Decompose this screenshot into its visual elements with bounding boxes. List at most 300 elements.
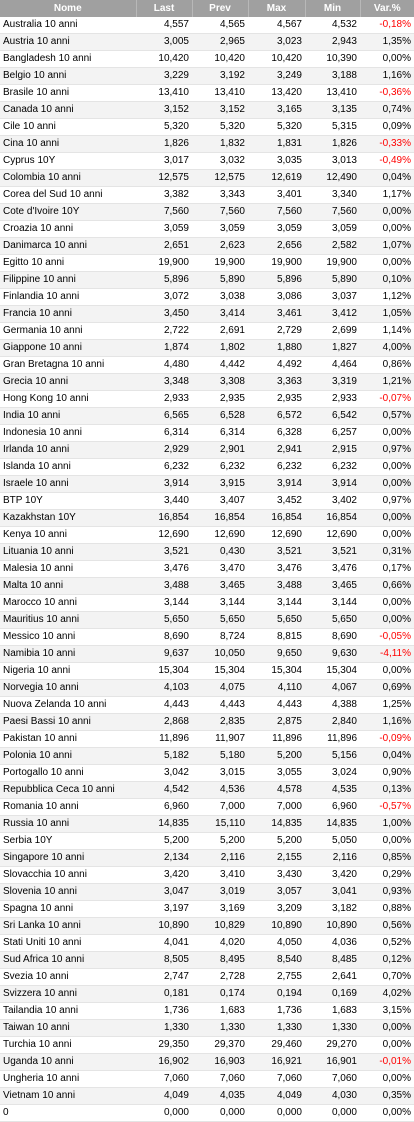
cell-var: -0,05%: [360, 629, 414, 646]
column-header-var[interactable]: Var.%: [360, 0, 414, 17]
cell-min: 2,641: [305, 969, 360, 986]
cell-var: 0,00%: [360, 476, 414, 493]
cell-min: 2,116: [305, 850, 360, 867]
cell-prev: 3,192: [192, 68, 248, 85]
table-row: [0, 374, 414, 391]
cell-prev: 5,200: [192, 833, 248, 850]
cell-var: -0,36%: [360, 85, 414, 102]
cell-min: 13,410: [305, 85, 360, 102]
table-row: [0, 680, 414, 697]
cell-max: 1,736: [248, 1003, 305, 1020]
cell-name: India 10 anni: [0, 408, 136, 425]
cell-min: 2,915: [305, 442, 360, 459]
cell-prev: 11,907: [192, 731, 248, 748]
cell-prev: 0,000: [192, 1105, 248, 1122]
cell-last: 3,476: [136, 561, 192, 578]
cell-name: Austria 10 anni: [0, 34, 136, 51]
cell-last: 3,420: [136, 867, 192, 884]
cell-name: Finlandia 10 anni: [0, 289, 136, 306]
cell-min: 4,030: [305, 1088, 360, 1105]
column-header-last[interactable]: Last: [136, 0, 192, 17]
cell-last: 3,072: [136, 289, 192, 306]
cell-prev: 3,915: [192, 476, 248, 493]
cell-name: Repubblica Ceca 10 anni: [0, 782, 136, 799]
cell-name: Irlanda 10 anni: [0, 442, 136, 459]
cell-name: Lituania 10 anni: [0, 544, 136, 561]
cell-last: 4,049: [136, 1088, 192, 1105]
table-row: [0, 425, 414, 442]
cell-min: 14,835: [305, 816, 360, 833]
cell-max: 4,050: [248, 935, 305, 952]
column-header-min[interactable]: Min: [305, 0, 360, 17]
cell-name: Gran Bretagna 10 anni: [0, 357, 136, 374]
cell-last: 0,181: [136, 986, 192, 1003]
cell-min: 1,826: [305, 136, 360, 153]
cell-max: 2,941: [248, 442, 305, 459]
cell-last: 9,637: [136, 646, 192, 663]
cell-max: 1,831: [248, 136, 305, 153]
table-row: [0, 629, 414, 646]
cell-var: 0,74%: [360, 102, 414, 119]
cell-prev: 1,802: [192, 340, 248, 357]
cell-last: 10,890: [136, 918, 192, 935]
table-row: [0, 986, 414, 1003]
cell-max: 12,619: [248, 170, 305, 187]
table-row: [0, 1054, 414, 1071]
cell-prev: 0,430: [192, 544, 248, 561]
cell-last: 7,560: [136, 204, 192, 221]
cell-max: 2,875: [248, 714, 305, 731]
cell-min: 3,037: [305, 289, 360, 306]
cell-last: 3,488: [136, 578, 192, 595]
cell-prev: 12,575: [192, 170, 248, 187]
cell-min: 12,690: [305, 527, 360, 544]
cell-var: 0,31%: [360, 544, 414, 561]
cell-var: 0,29%: [360, 867, 414, 884]
cell-name: Svezia 10 anni: [0, 969, 136, 986]
cell-min: 7,060: [305, 1071, 360, 1088]
table-row: [0, 391, 414, 408]
column-header-max[interactable]: Max: [248, 0, 305, 17]
table-row: [0, 782, 414, 799]
cell-var: 0,69%: [360, 680, 414, 697]
cell-prev: 4,442: [192, 357, 248, 374]
cell-last: 8,505: [136, 952, 192, 969]
table-row: [0, 561, 414, 578]
cell-var: 0,09%: [360, 119, 414, 136]
cell-max: 12,690: [248, 527, 305, 544]
cell-max: 5,200: [248, 748, 305, 765]
cell-prev: 7,000: [192, 799, 248, 816]
cell-last: 4,557: [136, 17, 192, 34]
cell-max: 11,896: [248, 731, 305, 748]
table-row: [0, 901, 414, 918]
cell-max: 7,000: [248, 799, 305, 816]
column-header-name[interactable]: Nome: [0, 0, 136, 17]
table-row: [0, 510, 414, 527]
cell-last: 3,005: [136, 34, 192, 51]
cell-prev: 4,035: [192, 1088, 248, 1105]
cell-name: Bangladesh 10 anni: [0, 51, 136, 68]
cell-last: 7,060: [136, 1071, 192, 1088]
cell-var: 3,15%: [360, 1003, 414, 1020]
cell-name: Filippine 10 anni: [0, 272, 136, 289]
cell-max: 6,232: [248, 459, 305, 476]
cell-last: 1,330: [136, 1020, 192, 1037]
cell-min: 6,542: [305, 408, 360, 425]
cell-var: 0,00%: [360, 1071, 414, 1088]
cell-prev: 0,174: [192, 986, 248, 1003]
cell-name: Nigeria 10 anni: [0, 663, 136, 680]
table-row: [0, 238, 414, 255]
cell-prev: 2,965: [192, 34, 248, 51]
cell-last: 3,521: [136, 544, 192, 561]
table-row: [0, 884, 414, 901]
cell-name: Malesia 10 anni: [0, 561, 136, 578]
table-row: [0, 476, 414, 493]
cell-prev: 4,536: [192, 782, 248, 799]
cell-last: 3,440: [136, 493, 192, 510]
cell-max: 7,560: [248, 204, 305, 221]
cell-min: 0,000: [305, 1105, 360, 1122]
cell-var: 0,13%: [360, 782, 414, 799]
cell-last: 2,868: [136, 714, 192, 731]
cell-max: 4,443: [248, 697, 305, 714]
cell-prev: 5,320: [192, 119, 248, 136]
cell-prev: 2,935: [192, 391, 248, 408]
cell-var: 0,00%: [360, 833, 414, 850]
cell-min: 10,890: [305, 918, 360, 935]
table-row: [0, 612, 414, 629]
cell-last: 3,229: [136, 68, 192, 85]
cell-last: 5,650: [136, 612, 192, 629]
cell-name: Nuova Zelanda 10 anni: [0, 697, 136, 714]
cell-min: 5,050: [305, 833, 360, 850]
cell-prev: 19,900: [192, 255, 248, 272]
cell-last: 2,933: [136, 391, 192, 408]
table-header: [0, 0, 414, 17]
cell-prev: 3,470: [192, 561, 248, 578]
cell-last: 2,722: [136, 323, 192, 340]
cell-prev: 3,407: [192, 493, 248, 510]
cell-max: 3,461: [248, 306, 305, 323]
cell-last: 3,144: [136, 595, 192, 612]
cell-max: 4,578: [248, 782, 305, 799]
table-row: [0, 306, 414, 323]
cell-min: 3,402: [305, 493, 360, 510]
cell-max: 9,650: [248, 646, 305, 663]
cell-prev: 8,724: [192, 629, 248, 646]
cell-min: 7,560: [305, 204, 360, 221]
cell-var: -4,11%: [360, 646, 414, 663]
table-row: [0, 850, 414, 867]
cell-last: 3,348: [136, 374, 192, 391]
cell-var: 0,00%: [360, 255, 414, 272]
cell-var: 1,25%: [360, 697, 414, 714]
cell-max: 19,900: [248, 255, 305, 272]
cell-max: 3,035: [248, 153, 305, 170]
cell-max: 4,049: [248, 1088, 305, 1105]
cell-max: 3,057: [248, 884, 305, 901]
table-row: [0, 1105, 414, 1122]
cell-var: 1,21%: [360, 374, 414, 391]
cell-max: 15,304: [248, 663, 305, 680]
cell-min: 9,630: [305, 646, 360, 663]
cell-min: 3,135: [305, 102, 360, 119]
table-row: [0, 255, 414, 272]
cell-var: -0,07%: [360, 391, 414, 408]
cell-var: 0,00%: [360, 612, 414, 629]
cell-min: 10,390: [305, 51, 360, 68]
cell-name: Polonia 10 anni: [0, 748, 136, 765]
table-row: [0, 1088, 414, 1105]
cell-max: 3,023: [248, 34, 305, 51]
table-row: [0, 459, 414, 476]
cell-min: 5,650: [305, 612, 360, 629]
cell-last: 1,826: [136, 136, 192, 153]
cell-min: 3,182: [305, 901, 360, 918]
cell-name: Ungheria 10 anni: [0, 1071, 136, 1088]
table-row: [0, 51, 414, 68]
table-row: [0, 1037, 414, 1054]
cell-last: 5,896: [136, 272, 192, 289]
cell-prev: 3,308: [192, 374, 248, 391]
cell-max: 3,430: [248, 867, 305, 884]
cell-min: 3,465: [305, 578, 360, 595]
cell-name: Serbia 10Y: [0, 833, 136, 850]
cell-name: Slovacchia 10 anni: [0, 867, 136, 884]
cell-max: 5,896: [248, 272, 305, 289]
cell-prev: 4,565: [192, 17, 248, 34]
cell-max: 3,165: [248, 102, 305, 119]
table-row: [0, 646, 414, 663]
cell-prev: 1,683: [192, 1003, 248, 1020]
cell-var: 1,12%: [360, 289, 414, 306]
table-row: [0, 935, 414, 952]
cell-min: 8,690: [305, 629, 360, 646]
cell-var: 0,00%: [360, 459, 414, 476]
cell-name: Slovenia 10 anni: [0, 884, 136, 901]
cell-name: Stati Uniti 10 anni: [0, 935, 136, 952]
cell-prev: 6,528: [192, 408, 248, 425]
table-row: [0, 289, 414, 306]
cell-name: Messico 10 anni: [0, 629, 136, 646]
cell-max: 5,200: [248, 833, 305, 850]
cell-name: Tailandia 10 anni: [0, 1003, 136, 1020]
cell-last: 6,960: [136, 799, 192, 816]
cell-last: 5,200: [136, 833, 192, 850]
cell-max: 5,650: [248, 612, 305, 629]
cell-min: 3,914: [305, 476, 360, 493]
cell-name: Cote d'Ivoire 10Y: [0, 204, 136, 221]
cell-min: 15,304: [305, 663, 360, 680]
cell-last: 13,410: [136, 85, 192, 102]
cell-name: Egitto 10 anni: [0, 255, 136, 272]
cell-min: 4,464: [305, 357, 360, 374]
cell-min: 2,699: [305, 323, 360, 340]
cell-last: 10,420: [136, 51, 192, 68]
cell-last: 6,232: [136, 459, 192, 476]
cell-var: 0,88%: [360, 901, 414, 918]
table-row: [0, 221, 414, 238]
cell-prev: 12,690: [192, 527, 248, 544]
cell-max: 16,854: [248, 510, 305, 527]
cell-max: 1,330: [248, 1020, 305, 1037]
cell-name: Hong Kong 10 anni: [0, 391, 136, 408]
cell-var: 1,05%: [360, 306, 414, 323]
cell-last: 3,017: [136, 153, 192, 170]
cell-prev: 3,465: [192, 578, 248, 595]
cell-var: 1,16%: [360, 714, 414, 731]
cell-min: 19,900: [305, 255, 360, 272]
cell-var: 0,12%: [360, 952, 414, 969]
table-row: [0, 748, 414, 765]
cell-var: 0,70%: [360, 969, 414, 986]
cell-var: 0,17%: [360, 561, 414, 578]
cell-last: 14,835: [136, 816, 192, 833]
cell-var: 0,00%: [360, 51, 414, 68]
cell-name: Canada 10 anni: [0, 102, 136, 119]
cell-name: Islanda 10 anni: [0, 459, 136, 476]
cell-min: 5,156: [305, 748, 360, 765]
cell-min: 5,315: [305, 119, 360, 136]
cell-name: Sud Africa 10 anni: [0, 952, 136, 969]
cell-var: 0,00%: [360, 425, 414, 442]
table-row: [0, 493, 414, 510]
cell-prev: 3,032: [192, 153, 248, 170]
cell-min: 3,412: [305, 306, 360, 323]
cell-var: 0,00%: [360, 527, 414, 544]
cell-prev: 13,410: [192, 85, 248, 102]
cell-var: 0,66%: [360, 578, 414, 595]
cell-prev: 16,903: [192, 1054, 248, 1071]
cell-name: Marocco 10 anni: [0, 595, 136, 612]
cell-name: Brasile 10 anni: [0, 85, 136, 102]
cell-min: 4,388: [305, 697, 360, 714]
cell-last: 5,182: [136, 748, 192, 765]
cell-max: 3,086: [248, 289, 305, 306]
cell-var: 0,00%: [360, 663, 414, 680]
cell-last: 3,047: [136, 884, 192, 901]
cell-prev: 3,343: [192, 187, 248, 204]
cell-name: Spagna 10 anni: [0, 901, 136, 918]
cell-prev: 1,330: [192, 1020, 248, 1037]
cell-prev: 3,410: [192, 867, 248, 884]
cell-last: 2,134: [136, 850, 192, 867]
table-row: [0, 170, 414, 187]
cell-prev: 2,691: [192, 323, 248, 340]
table-row: [0, 119, 414, 136]
table-row: [0, 1003, 414, 1020]
cell-min: 3,340: [305, 187, 360, 204]
table-row: [0, 153, 414, 170]
cell-name: Turchia 10 anni: [0, 1037, 136, 1054]
table-row: [0, 357, 414, 374]
cell-prev: 29,370: [192, 1037, 248, 1054]
cell-name: Danimarca 10 anni: [0, 238, 136, 255]
cell-min: 4,067: [305, 680, 360, 697]
cell-prev: 3,414: [192, 306, 248, 323]
cell-last: 3,450: [136, 306, 192, 323]
cell-max: 0,000: [248, 1105, 305, 1122]
table-row: [0, 867, 414, 884]
cell-max: 3,452: [248, 493, 305, 510]
header-row: [0, 0, 414, 17]
cell-name: Germania 10 anni: [0, 323, 136, 340]
column-header-prev[interactable]: Prev: [192, 0, 248, 17]
cell-max: 4,567: [248, 17, 305, 34]
cell-max: 3,209: [248, 901, 305, 918]
cell-last: 3,059: [136, 221, 192, 238]
cell-min: 6,232: [305, 459, 360, 476]
cell-min: 2,582: [305, 238, 360, 255]
cell-var: -0,49%: [360, 153, 414, 170]
table-row: [0, 799, 414, 816]
cell-last: 3,382: [136, 187, 192, 204]
table-row: [0, 527, 414, 544]
cell-min: 6,960: [305, 799, 360, 816]
cell-var: -0,33%: [360, 136, 414, 153]
cell-name: Australia 10 anni: [0, 17, 136, 34]
cell-prev: 15,110: [192, 816, 248, 833]
table-row: [0, 187, 414, 204]
cell-last: 2,929: [136, 442, 192, 459]
cell-var: 0,57%: [360, 408, 414, 425]
cell-prev: 16,854: [192, 510, 248, 527]
cell-name: Kenya 10 anni: [0, 527, 136, 544]
cell-min: 29,270: [305, 1037, 360, 1054]
cell-var: 0,10%: [360, 272, 414, 289]
cell-prev: 6,232: [192, 459, 248, 476]
cell-var: 0,93%: [360, 884, 414, 901]
cell-name: Croazia 10 anni: [0, 221, 136, 238]
cell-var: -0,09%: [360, 731, 414, 748]
cell-var: -0,01%: [360, 1054, 414, 1071]
cell-min: 11,896: [305, 731, 360, 748]
table-row: [0, 595, 414, 612]
cell-var: 0,00%: [360, 204, 414, 221]
cell-max: 6,572: [248, 408, 305, 425]
cell-max: 0,194: [248, 986, 305, 1003]
cell-max: 3,476: [248, 561, 305, 578]
cell-last: 3,152: [136, 102, 192, 119]
cell-var: -0,57%: [360, 799, 414, 816]
cell-min: 6,257: [305, 425, 360, 442]
cell-max: 3,521: [248, 544, 305, 561]
cell-name: Kazakhstan 10Y: [0, 510, 136, 527]
cell-name: Colombia 10 anni: [0, 170, 136, 187]
cell-min: 3,013: [305, 153, 360, 170]
cell-prev: 15,304: [192, 663, 248, 680]
table-body: [0, 17, 414, 1122]
cell-var: 0,90%: [360, 765, 414, 782]
cell-var: 0,00%: [360, 510, 414, 527]
cell-last: 4,103: [136, 680, 192, 697]
cell-last: 16,854: [136, 510, 192, 527]
cell-prev: 6,314: [192, 425, 248, 442]
cell-min: 4,535: [305, 782, 360, 799]
cell-max: 4,492: [248, 357, 305, 374]
cell-var: 0,97%: [360, 493, 414, 510]
cell-last: 4,542: [136, 782, 192, 799]
table-row: [0, 952, 414, 969]
cell-max: 6,328: [248, 425, 305, 442]
cell-prev: 5,890: [192, 272, 248, 289]
cell-prev: 5,650: [192, 612, 248, 629]
cell-var: 0,86%: [360, 357, 414, 374]
table-row: [0, 969, 414, 986]
cell-var: 0,00%: [360, 1037, 414, 1054]
